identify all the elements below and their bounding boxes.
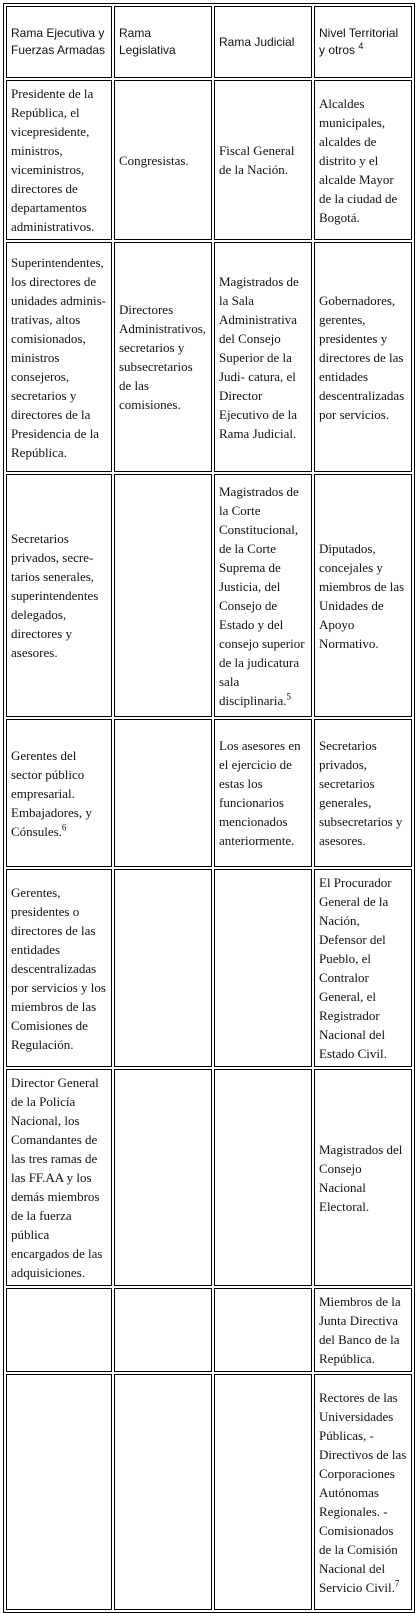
row-7-legislativa [114, 1288, 212, 1372]
footnote-marker: 6 [61, 822, 67, 833]
header-row [6, 6, 412, 78]
row-6-legislativa [114, 1069, 212, 1286]
row-4-legislativa [114, 719, 212, 867]
row-7-territorial: Miembros de la Junta Directiva del Banco de la República. [314, 1288, 412, 1372]
row-3-legislativa [114, 474, 212, 717]
row-2-territorial: Gobernadores, gerentes, presidentes y directores de las entidades descentralizadas por servicios. [314, 242, 412, 472]
row-1-judicial: Fiscal General de la Nación. [214, 80, 312, 240]
row-6-judicial [214, 1069, 312, 1286]
row-4-judicial: Los asesores en el ejercicio de estas los funcionarios mencionados anteriormente. [214, 719, 312, 867]
row-3-territorial: Diputados, concejales y miembros de las Unidades de Apoyo Normativo. [314, 474, 412, 717]
row-3-judicial: Magistrados de la Corte Constitucional, de la Corte Suprema de Justicia, del Consejo de Estado y del consejo superior de la judicatura sala disciplinaria.$^5$ [214, 474, 312, 717]
row-5-ejecutiva: Gerentes, presidentes o directores de las entidades descentralizadas por servicios y los miembros de las Comisiones de Regulación. [6, 869, 112, 1067]
row-2-ejecutiva: Superintendentes, los directores de unidades adminis- trativas, altos comisionados, ministros consejeros, secretarios y directores de la Presidencia de la República. [6, 242, 112, 472]
row-7-ejecutiva [6, 1288, 112, 1372]
row-2-judicial: Magistrados de la Sala Administrativa del Consejo Superior de la Judi- catura, el Director Ejecutivo de la Rama Judicial. [214, 242, 312, 472]
row-3-ejecutiva: Secretarios privados, secre- tarios senerales, superintendentes delegados, directores y asesores. [6, 474, 112, 717]
table-row [6, 80, 412, 240]
table-row [6, 474, 412, 717]
header-cell-territorial: Nivel Territorial y otros $^4$ [314, 6, 412, 78]
row-4-ejecutiva: Gerentes del sector público empresarial. Embajadores, y Cónsules.$^6$ [6, 719, 112, 867]
table-row [6, 242, 412, 472]
header-cell-ejecutiva: Rama Ejecutiva y Fuerzas Armadas [6, 6, 112, 78]
row-1-territorial: Alcaldes municipales, alcaldes de distrito y el alcalde Mayor de la ciudad de Bogotá. [314, 80, 412, 240]
row-5-judicial [214, 869, 312, 1067]
table-row [6, 1069, 412, 1286]
row-1-legislativa: Congresistas. [114, 80, 212, 240]
header-cell-legislativa: Rama Legislativa [114, 6, 212, 78]
row-5-legislativa [114, 869, 212, 1067]
table-row [6, 869, 412, 1067]
row-5-territorial: El Procurador General de la Nación, Defensor del Pueblo, el Contralor General, el Registrador Nacional del Estado Civil. [314, 869, 412, 1067]
row-2-legislativa: Directores Administrativos, secretarios y subsecretarios de las comisiones. [114, 242, 212, 472]
officials-table [3, 3, 415, 1613]
header-cell-judicial: Rama Judicial [214, 6, 312, 78]
table-row [6, 719, 412, 867]
footnote-marker: 5 [286, 691, 292, 702]
row-8-territorial: Rectores de las Universidades Públicas, - Directivos de las Corporaciones Autónomas Regionales. - Comisionados de la Comisión Nacional del Servicio Civil.$^7$ [314, 1374, 412, 1610]
footnote-marker: 4 [358, 41, 364, 51]
row-7-judicial [214, 1288, 312, 1372]
row-6-ejecutiva: Director General de la Policía Nacional, los Comandantes de las tres ramas de las FF.AA y los demás miembros de la fuerza pública encargados de las adquisiciones. [6, 1069, 112, 1286]
table-row [6, 1288, 412, 1372]
footnote-marker: 7 [394, 1578, 400, 1589]
row-1-ejecutiva: Presidente de la República, el vicepresidente, ministros, viceministros, directores de departamentos administrativos. [6, 80, 112, 240]
row-4-territorial: Secretarios privados, secretarios generales, subsecretarios y asesores. [314, 719, 412, 867]
row-6-territorial: Magistrados del Consejo Nacional Electoral. [314, 1069, 412, 1286]
